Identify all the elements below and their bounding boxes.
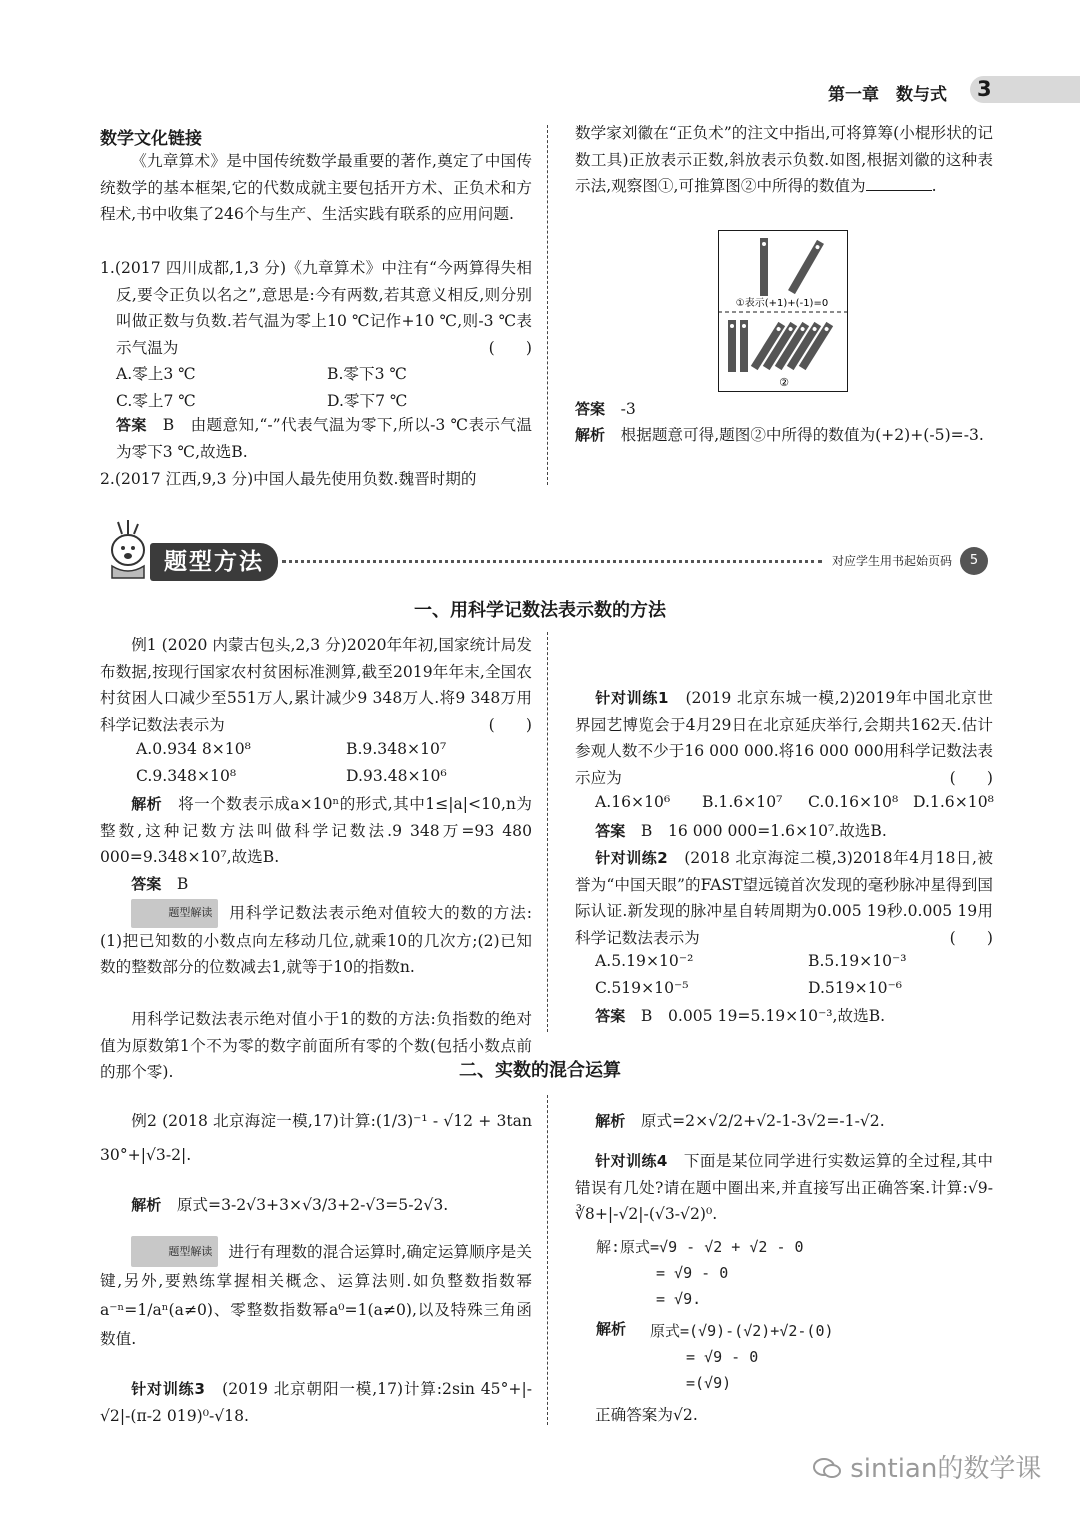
- ex1-analysis: 解析 将一个数表示成a×10ⁿ的形式,其中1≤|a|<10,n为整数,这种记数方法叫做科学记数法.9 348万=93 480 000=9.348×10⁷,故选B.: [100, 795, 532, 867]
- banner-title: 题型方法: [150, 543, 278, 581]
- ex1-answer: 答案 B: [131, 875, 189, 893]
- corrected-work-line-3: =(√9): [686, 1374, 732, 1392]
- q2-stem-left: 2.(2017 江西,9,3 分)中国人最先使用负数.魏晋时期的: [100, 470, 477, 488]
- t4-analysis-label: 解析: [596, 1320, 627, 1338]
- q1-stem: 1.(2017 四川成都,1,3 分)《九章算术》中注有“今两算得失相反,要令正负以名之”,意思是:今有两数,若其意义相反,则分别叫做正数与负数.若气温为零上10 ℃记作+10 ℃,则-3 ℃表示气温为 ( ): [100, 259, 532, 358]
- t1-option-d: D.1.6×10⁸: [913, 793, 994, 811]
- reindeer-mascot-icon: [98, 516, 158, 582]
- q2-stem-right: 数学家刘徽在“正负术”的注文中指出,可将算筹(小棍形状的记数工具)正放表示正数,斜放表示负数.如图,根据刘徽的这种表示法,观察图①,可推算图②中所得的数值为 .: [575, 124, 993, 196]
- ex1-stem: 例1 (2020 内蒙古包头,2,3 分)2020年年初,国家统计局发布数据,按现行国家农村贫困标准测算,截至2019年年末,全国农村贫困人口减少至551万人,累计减少9 348万人.将9 348万用科学记数法表示为 ( ): [100, 636, 532, 735]
- t4-correct-answer: 正确答案为√2.: [595, 1406, 698, 1424]
- t1-option-b: B.1.6×10⁷: [702, 793, 783, 811]
- column-divider-mid: [547, 632, 548, 1032]
- counting-rods-figure: [718, 230, 848, 392]
- page-number: 3: [977, 77, 992, 101]
- corrected-work-line-1: 原式=(√9)-(√2)+√2-(0): [650, 1322, 834, 1340]
- q1-option-a: A.零上3 ℃: [116, 365, 196, 383]
- watermark: sintian的数学课: [812, 1448, 1041, 1485]
- t1-option-a: A.16×10⁶: [595, 793, 671, 811]
- ex2-stem: 例2 (2018 北京海淀一模,17)计算:(1/3)⁻¹ - √12 + 3tan 30°+|√3-2|.: [100, 1112, 532, 1164]
- q1-option-b: B.零下3 ℃: [327, 365, 407, 383]
- t2-option-b: B.5.19×10⁻³: [808, 952, 907, 970]
- q1-option-d: D.零下7 ℃: [327, 392, 408, 410]
- q2-analysis: 解析 根据题意可得,题图②中所得的数值为(+2)+(-5)=-3.: [575, 426, 984, 444]
- training1-stem: 针对训练1 (2019 北京东城一模,2)2019年中国北京世界园艺博览会于4月29日在北京延庆举行,会期共162天.估计参观人数不少于16 000 000.将16 000 000用科学记数法表示应为 ( ): [575, 689, 993, 788]
- ex1-option-d: D.93.48×10⁶: [346, 767, 447, 785]
- section2-title: 二、实数的混合运算: [459, 1060, 621, 1081]
- student-work-line-3: = √9.: [656, 1290, 702, 1308]
- section2-tip: 题型解读 进行有理数的混合运算时,确定运算顺序是关键,另外,要熟练掌握相关概念、运算法则.如负整数指数幂a⁻ⁿ=1/aⁿ(a≠0)、零整数指数幂a⁰=1(a≠0),以及特殊三角函数值.: [100, 1236, 532, 1354]
- student-work-line-1: 解:原式=√9 - √2 + √2 - 0: [596, 1238, 804, 1256]
- chat-bubble-icon: [812, 1456, 842, 1480]
- student-work-line-2: = √9 - 0: [656, 1264, 729, 1282]
- training1-answer: 答案 B 16 000 000=1.6×10⁷.故选B.: [595, 822, 887, 840]
- training2-answer: 答案 B 0.005 19=5.19×10⁻³,故选B.: [595, 1007, 886, 1025]
- fig-caption-1: ①表示(+1)+(-1)=0: [735, 298, 829, 309]
- ex1-option-a: A.0.934 8×10⁸: [136, 740, 251, 758]
- training3-stem: 针对训练3 (2019 北京朝阳一模,17)计算:2sin 45°+|-√2|-(π-2 019)⁰-√18.: [100, 1380, 532, 1425]
- banner-dotted-line: [282, 560, 822, 563]
- section1-tip1: 题型解读 用科学记数法表示绝对值较大的数的方法:(1)把已知数的小数点向左移动几位,就乘10的几次方;(2)已知数的整数部分的位数减去1,就等于10的指数n.: [100, 899, 532, 981]
- banner-note: 对应学生用书起始页码: [832, 554, 953, 568]
- section1-title: 一、用科学记数法表示数的方法: [414, 600, 666, 621]
- chapter-title: 第一章 数与式: [828, 85, 947, 105]
- ex1-option-c: C.9.348×10⁸: [136, 767, 237, 785]
- culture-title: 数学文化链接: [100, 129, 202, 149]
- t2-option-d: D.519×10⁻⁶: [808, 979, 903, 997]
- q2-answer: 答案 -3: [575, 400, 636, 418]
- corrected-work-line-2: = √9 - 0: [686, 1348, 759, 1366]
- ex2-analysis: 解析 原式=3-2√3+3×√3/3+2-√3=5-2√3.: [131, 1196, 449, 1214]
- training2-stem: 针对训练2 (2018 北京海淀二模,3)2018年4月18日,被誉为“中国天眼”的FAST望远镜首次发现的毫秒脉冲星得到国际认证.新发现的脉冲星自转周期为0.005 19秒.0.005 19用科学记数法表示为 ( ): [575, 849, 993, 948]
- training4-stem: 针对训练4 下面是某位同学进行实数运算的全过程,其中错误有几处?请在题中圈出来,并直接写出正确答案.计算:√9-∛8+|-√2|-(√3-√2)⁰.: [575, 1152, 993, 1224]
- banner-page-circle: 5: [960, 547, 988, 575]
- section1-tip2-part1: 用科学记数法表示绝对值小于1的数的方法:负指数的绝对值为原数第1个不为零的数字前面所有零的个数(包括小数点前的那个零).: [100, 1010, 532, 1082]
- training3-analysis: 解析 原式=2×√2/2+√2-1-3√2=-1-√2.: [595, 1112, 885, 1130]
- column-divider-top: [547, 125, 548, 485]
- q1-answer: 答案 B 由题意知,“-”代表气温为零下,所以-3 ℃表示气温为零下3 ℃,故选B.: [116, 416, 532, 461]
- rod-upright-1: [760, 238, 768, 296]
- culture-text: 《九章算术》是中国传统数学最重要的著作,奠定了中国传统数学的基本框架,它的代数成就主要包括开方术、正负术和方程术,书中收集了246个与生产、生活实践有联系的应用问题.: [100, 152, 532, 224]
- fig-caption-2: ②: [779, 376, 789, 389]
- q1-option-c: C.零上7 ℃: [116, 392, 196, 410]
- t2-option-a: A.5.19×10⁻²: [595, 952, 694, 970]
- column-divider-bottom: [547, 1095, 548, 1425]
- ex1-option-b: B.9.348×10⁷: [346, 740, 447, 758]
- t1-option-c: C.0.16×10⁸: [808, 793, 899, 811]
- t2-option-c: C.519×10⁻⁵: [595, 979, 689, 997]
